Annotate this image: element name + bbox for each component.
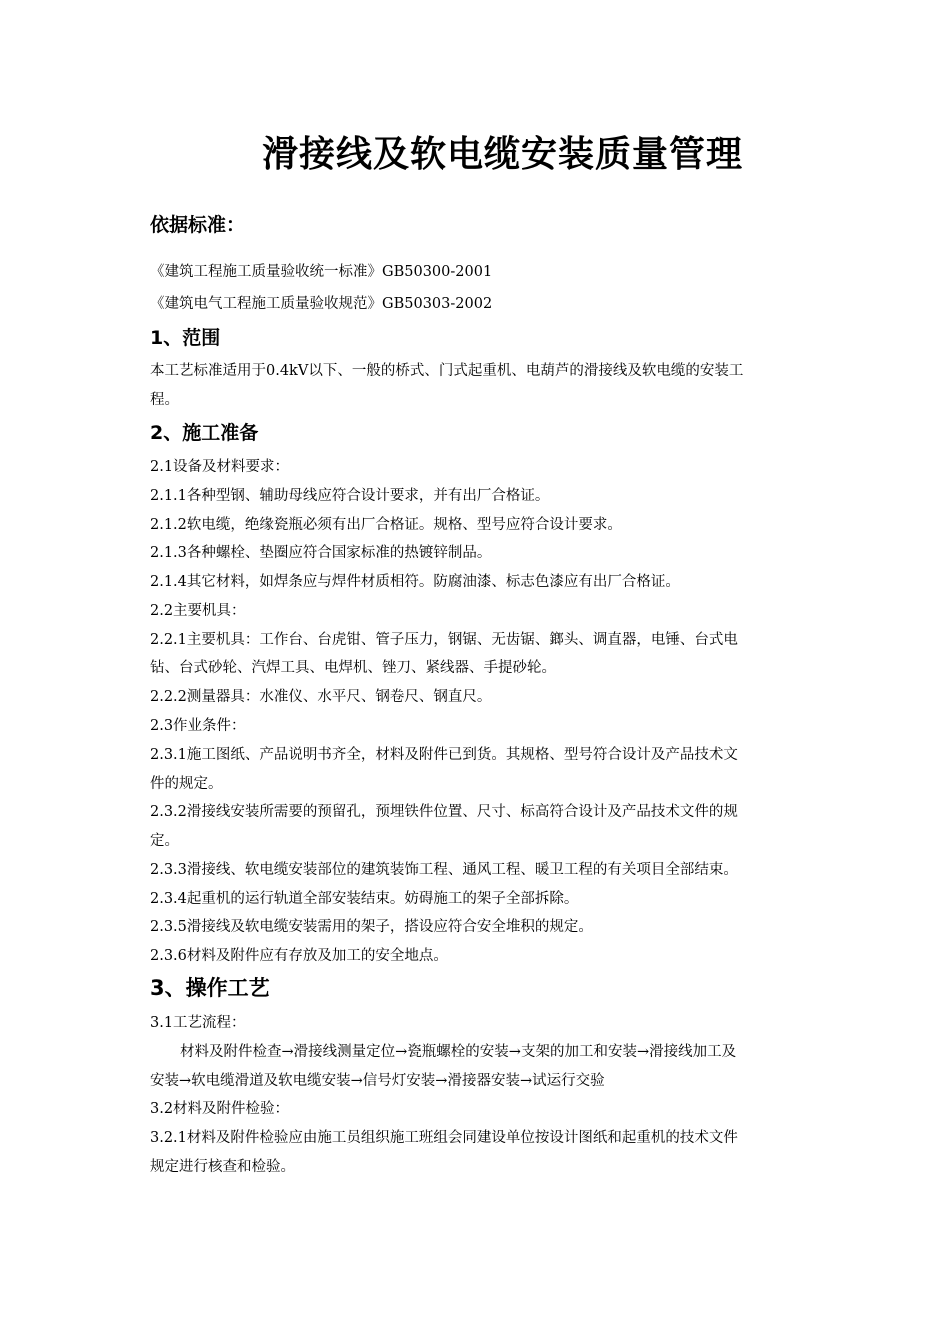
paragraph-line: 本工艺标准适用于0.4kV以下、一般的桥式、门式起重机、电葫芦的滑接线及软电缆的安装工 [150, 363, 744, 379]
paragraph-line: 3.2.1材料及附件检验应由施工员组织施工班组会同建设单位按设计图纸和起重机的技术文件 [150, 1130, 738, 1146]
paragraph-line: 2.3.5滑接线及软电缆安装需用的架子，搭设应符合安全堆积的规定。 [150, 919, 593, 935]
paragraph-line: 2.3作业条件： [150, 718, 246, 734]
basis-item: 《建筑工程施工质量验收统一标准》GB50300-2001 [150, 264, 493, 280]
paragraph-line: 安装→软电缆滑道及软电缆安装→信号灯安装→滑接器安装→试运行交验 [150, 1073, 605, 1089]
paragraph-line: 2.2主要机具： [150, 603, 246, 619]
paragraph-line: 2.1.4其它材料，如焊条应与焊件材质相符。防腐油漆、标志色漆应有出厂合格证。 [150, 574, 680, 590]
section-2-heading: 2、施工准备 [150, 422, 259, 444]
paragraph-line: 2.2.1主要机具：工作台、台虎钳、管子压力，钢锯、无齿锯、鎯头、调直器，电锤、台式电 [150, 632, 738, 648]
paragraph-line: 钻、台式砂轮、汽焊工具、电焊机、锉刀、紧线器、手提砂轮。 [150, 660, 556, 676]
section-1-heading: 1、范围 [150, 327, 221, 349]
section-3-heading: 3、操作工艺 [150, 976, 270, 1000]
basis-item: 《建筑电气工程施工质量验收规范》GB50303-2002 [150, 296, 493, 312]
paragraph-line: 2.3.6材料及附件应有存放及加工的安全地点。 [150, 948, 448, 964]
paragraph-line: 定。 [150, 833, 179, 849]
paragraph-line: 3.2材料及附件检验： [150, 1101, 290, 1117]
paragraph-line: 材料及附件检查→滑接线测量定位→瓷瓶螺栓的安装→支架的加工和安装→滑接线加工及 [180, 1044, 737, 1060]
paragraph-line: 2.1设备及材料要求： [150, 459, 290, 475]
paragraph-line: 3.1工艺流程： [150, 1015, 246, 1031]
basis-heading: 依据标准： [150, 214, 246, 236]
paragraph-line: 2.2.2测量器具：水准仪、水平尺、钢卷尺、钢直尺。 [150, 689, 492, 705]
paragraph-line: 件的规定。 [150, 776, 223, 792]
paragraph-line: 2.1.1各种型钢、辅助母线应符合设计要求，并有出厂合格证。 [150, 488, 550, 504]
paragraph-line: 程。 [150, 392, 179, 408]
document-title: 滑接线及软电缆安装质量管理 [261, 133, 743, 175]
paragraph-line: 2.3.4起重机的运行轨道全部安装结束。妨碍施工的架子全部拆除。 [150, 891, 579, 907]
paragraph-line: 2.1.2软电缆，绝缘瓷瓶必须有出厂合格证。规格、型号应符合设计要求。 [150, 517, 622, 533]
paragraph-line: 2.3.3滑接线、软电缆安装部位的建筑装饰工程、通风工程、暖卫工程的有关项目全部结束。 [150, 862, 738, 878]
paragraph-line: 2.3.2滑接线安装所需要的预留孔，预埋铁件位置、尺寸、标高符合设计及产品技术文件的规 [150, 804, 738, 820]
paragraph-line: 2.1.3各种螺栓、垫圈应符合国家标准的热镀锌制品。 [150, 545, 492, 561]
paragraph-line: 规定进行核查和检验。 [150, 1159, 295, 1175]
paragraph-line: 2.3.1施工图纸、产品说明书齐全，材料及附件已到货。其规格、型号符合设计及产品技术文 [150, 747, 738, 763]
